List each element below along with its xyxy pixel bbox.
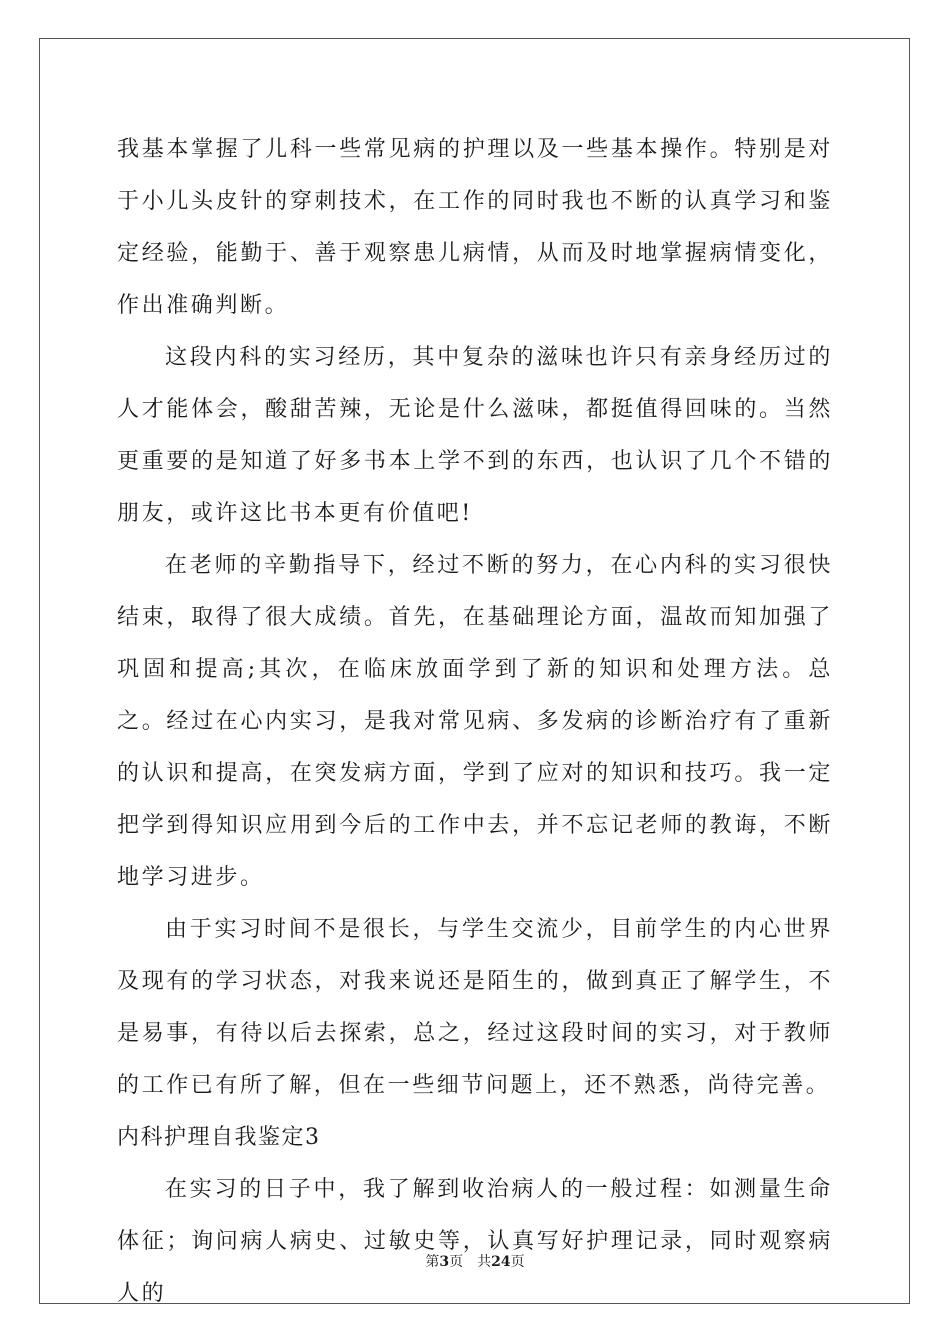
- total-pages-number: 24: [491, 1254, 511, 1270]
- paragraph-4: 由于实习时间不是很长，与学生交流少，目前学生的内心世界及现有的学习状态，对我来说还是陌生的，做到真正了解学生，不是易事，有待以后去探索，总之，经过这段时间的实习，对于教师的工作已有所了解，但在一些细节问题上，还不熟悉，尚待完善。: [117, 917, 833, 1098]
- page-footer: [0, 1252, 950, 1272]
- document-body: [117, 124, 833, 1320]
- footer-total-prefix: 共: [477, 1254, 492, 1270]
- footer-total-unit: 页: [510, 1254, 525, 1270]
- paragraph-2: 这段内科的实习经历，其中复杂的滋味也许只有亲身经历过的人才能体会，酸甜苦辣，无论是什么滋味，都挺值得回味的。当然更重要的是知道了好多书本上学不到的东西，也认识了几个不错的朋友，或许这比书本更有价值吧!: [117, 345, 833, 526]
- current-page-number: 3: [439, 1254, 450, 1270]
- paragraph-5: 在实习的日子中，我了解到收治病人的一般过程：如测量生命体征；询问病人病史、过敏史等，认真写好护理记录，同时观察病人的: [117, 1177, 833, 1306]
- footer-page-unit: 页: [449, 1254, 464, 1270]
- paragraph-3: 在老师的辛勤指导下，经过不断的努力，在心内科的实习很快结束，取得了很大成绩。首先，在基础理论方面，温故而知加强了巩固和提高;其次，在临床放面学到了新的知识和处理方法。总之。经过在心内实习，是我对常见病、多发病的诊断治疗有了重新的认识和提高，在突发病方面，学到了应对的知识和技巧。我一定把学到得知识应用到今后的工作中去，并不忘记老师的教诲，不断地学习进步。: [117, 553, 833, 890]
- footer-prefix: 第: [425, 1254, 440, 1270]
- section-heading: 内科护理自我鉴定3: [117, 1125, 321, 1150]
- paragraph-1: 我基本掌握了儿科一些常见病的护理以及一些基本操作。特别是对于小儿头皮针的穿刺技术，在工作的同时我也不断的认真学习和鉴定经验，能勤于、善于观察患儿病情，从而及时地掌握病情变化，作出准确判断。: [117, 137, 833, 318]
